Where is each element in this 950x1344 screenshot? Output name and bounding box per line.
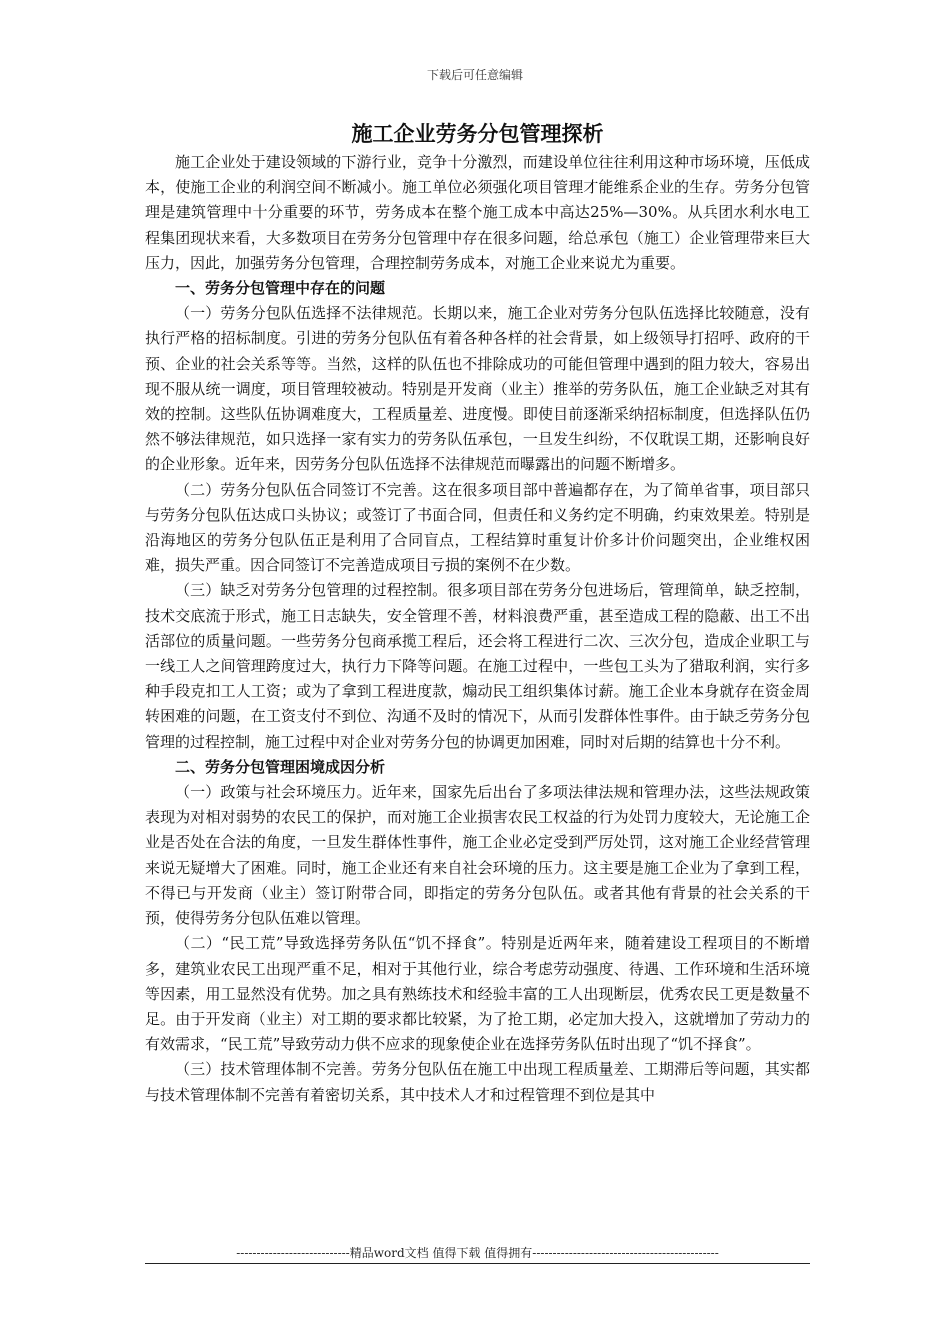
intro-paragraph: 施工企业处于建设领域的下游行业，竞争十分激烈，而建设单位往往利用这种市场环境，压低成本，使施工企业的利润空间不断减小。施工单位必须强化项目管理才能维系企业的生存。劳务分包管理是建筑管理中十分重要的环节，劳务成本在整个施工成本中高达25%—30%。从兵团水利水电工程集团现状来看，大多数项目在劳务分包管理中存在很多问题，给总承包（施工）企业管理带来巨大压力，因此，加强劳务分包管理，合理控制劳务成本，对施工企业来说尤为重要。 — [145, 153, 810, 272]
footer-divider — [145, 1263, 810, 1264]
section-1-paragraph-1: （一）劳务分包队伍选择不法律规范。长期以来，施工企业对劳务分包队伍选择比较随意，没有执行严格的招标制度。引进的劳务分包队伍有着各种各样的社会背景，如上级领导打招呼、政府的干预、企业的社会关系等等。当然，这样的队伍也不排除成功的可能但管理中遇到的阻力较大，容易出现不服从统一调度，项目管理较被动。特别是开发商（业主）推举的劳务队伍，施工企业缺乏对其有效的控制。这些队伍协调难度大，工程质量差、进度慢。即使目前逐渐采纳招标制度，但选择队伍仍然不够法律规范，如只选择一家有实力的劳务队伍承包，一旦发生纠纷，不仅耽误工期，还影响良好的企业形象。近年来，因劳务分包队伍选择不法律规范而曝露出的问题不断增多。 — [145, 304, 810, 474]
section-2-paragraph-3: （三）技术管理体制不完善。劳务分包队伍在施工中出现工程质量差、工期滞后等问题，其实都与技术管理体制不完善有着密切关系，其中技术人才和过程管理不到位是其中 — [145, 1060, 810, 1104]
section-1-paragraph-3: （三）缺乏对劳务分包管理的过程控制。很多项目部在劳务分包进场后，管理简单，缺乏控制，技术交底流于形式，施工日志缺失，安全管理不善，材料浪费严重，甚至造成工程的隐蔽、出工不出活部位的质量问题。一些劳务分包商承揽工程后，还会将工程进行二次、三次分包，造成企业职工与一线工人之间管理跨度过大，执行力下降等问题。在施工过程中，一些包工头为了猎取利润，实行多种手段克扣工人工资；或为了拿到工程进度款，煽动民工组织集体讨薪。施工企业本身就存在资金周转困难的问题，在工资支付不到位、沟通不及时的情况下，从而引发群体性事件。由于缺乏劳务分包管理的过程控制，施工过程中对企业对劳务分包的协调更加困难，同时对后期的结算也十分不利。 — [145, 581, 810, 751]
page-footer: ----------------------------精品word文档 值得下载 值得拥有---------------------------------------------- — [236, 1246, 719, 1260]
section-2-heading: 二、劳务分包管理困境成因分析 — [175, 757, 386, 776]
document-body — [145, 118, 810, 1108]
section-1-paragraph-2: （二）劳务分包队伍合同签订不完善。这在很多项目部中普遍都存在，为了简单省事，项目部只与劳务分包队伍达成口头协议；或签订了书面合同，但责任和义务约定不明确，约束效果差。特别是沿海地区的劳务分包队伍正是利用了合同盲点，工程结算时重复计价多计价问题突出，企业维权困难，损失严重。因合同签订不完善造成项目亏损的案例不在少数。 — [145, 480, 810, 575]
document-title: 施工企业劳务分包管理探析 — [351, 121, 604, 146]
section-1-heading: 一、劳务分包管理中存在的问题 — [175, 279, 386, 298]
section-2-paragraph-1: （一）政策与社会环境压力。近年来，国家先后出台了多项法律法规和管理办法，这些法规政策表现为对相对弱势的农民工的保护，而对施工企业损害农民工权益的行为处罚力度较大，无论施工企业是否处在合法的角度，一旦发生群体性事件，施工企业必定受到严厉处罚，这对施工企业经营管理来说无疑增大了困难。同时，施工企业还有来自社会环境的压力。这主要是施工企业为了拿到工程，不得已与开发商（业主）签订附带合同，即指定的劳务分包队伍。或者其他有背景的社会关系的干预，使得劳务分包队伍难以管理。 — [145, 783, 810, 928]
section-2-paragraph-2: （二）“民工荒”导致选择劳务队伍“饥不择食”。特别是近两年来，随着建设工程项目的不断增多，建筑业农民工出现严重不足，相对于其他行业，综合考虑劳动强度、待遇、工作环境和生活环境等因素，用工显然没有优势。加之具有熟练技术和经验丰富的工人出现断层，优秀农民工更是数量不足。由于开发商（业主）对工期的要求都比较紧，为了抢工期，必定加大投入，这就增加了劳动力的有效需求，“民工荒”导致劳动力供不应求的现象使企业在选择劳务队伍时出现了“饥不择食”。 — [145, 934, 810, 1054]
page-header: 下载后可任意编辑 — [426, 68, 523, 82]
